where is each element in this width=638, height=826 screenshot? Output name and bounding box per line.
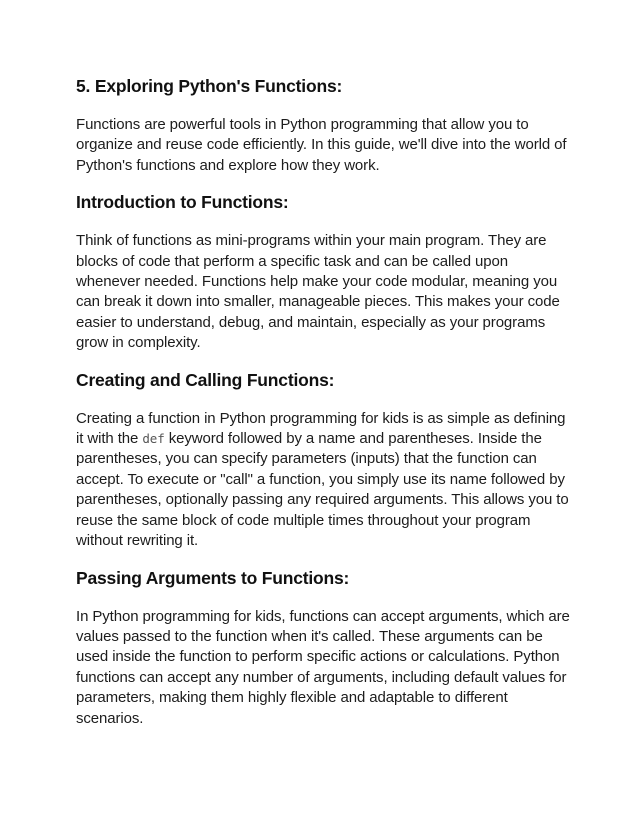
document-page — [76, 74, 576, 729]
paragraph-text-before-code: Creating a function in Python programming for kids is as simple as defining it with the — [76, 409, 566, 448]
section-paragraph-passing-arguments: In Python programming for kids, functions can accept arguments, which are values passed to the function when it's called. These arguments can be used inside the function to perform specific actions or calculations. Python functions can accept any number of arguments, including default values for parameters, making them highly flexible and adaptable to different scenarios. — [76, 607, 570, 727]
def-keyword-code: def — [142, 431, 165, 447]
paragraph-text-after-code: keyword followed by a name and parentheses. Inside the parentheses, you can specify parameters (inputs) that the function can accept. To execute or "call" a function, you simply use its name followed by parentheses, optionally passing any required arguments. This allows you to reuse the same block of code multiple times throughout your program without rewriting it. — [76, 430, 569, 550]
section-paragraph-creating-calling — [76, 409, 576, 552]
main-heading: 5. Exploring Python's Functions: — [76, 76, 343, 96]
section-heading-passing-arguments: Passing Arguments to Functions: — [76, 567, 350, 588]
section-heading-creating-calling: Creating and Calling Functions: — [76, 369, 335, 390]
section-heading-introduction: Introduction to Functions: — [76, 192, 289, 213]
section-paragraph-introduction: Think of functions as mini-programs within your main program. They are blocks of code that perform a specific task and can be called upon whenever needed. Functions help make your code modular, meaning you can break it down into smaller, manageable pieces. This makes your code easier to understand, debug, and maintain, especially as your programs grow in complexity. — [76, 232, 560, 352]
intro-paragraph: Functions are powerful tools in Python programming that allow you to organize and reuse code efficiently. In this guide, we'll dive into the world of Python's functions and explore how they work. — [76, 116, 567, 174]
